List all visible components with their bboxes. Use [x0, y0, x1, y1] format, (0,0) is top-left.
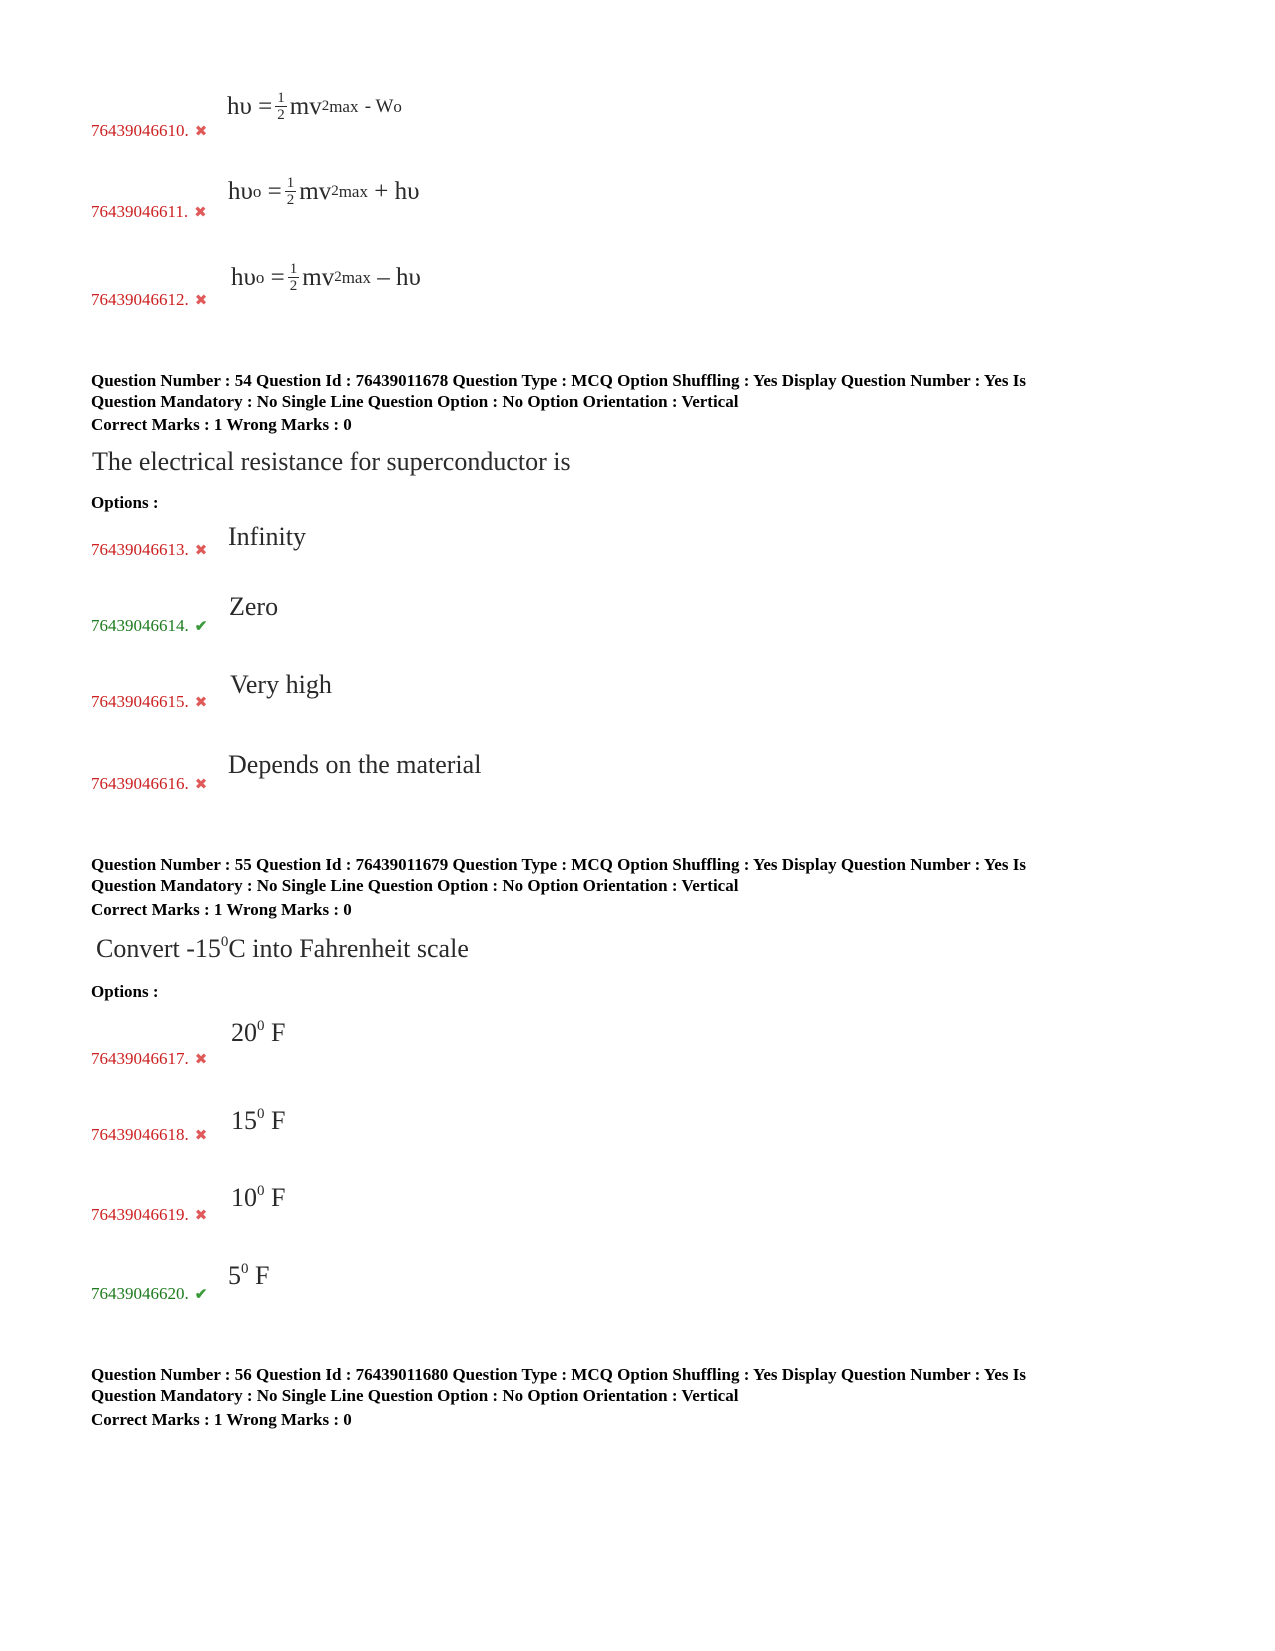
- wrong-icon: ✖: [194, 695, 208, 711]
- wrong-icon: ✖: [194, 1052, 208, 1068]
- check-icon: ✔: [194, 619, 208, 635]
- options-label: Options :: [91, 493, 159, 512]
- wrong-icon: ✖: [194, 543, 208, 559]
- option-equation: hυ o = $\frac{1}{2}$ mv 2 max + hυ: [228, 175, 420, 208]
- option-id: 76439046611. ✖: [91, 202, 207, 221]
- question-meta-line: Question Mandatory : No Single Line Question Option : No Option Orientation : Vertical: [91, 1386, 739, 1405]
- option-text: $5^0$ F: [228, 1261, 270, 1290]
- option-id: 76439046610. ✖: [91, 121, 208, 140]
- option-id: 76439046614. ✔: [91, 616, 208, 635]
- option-text: $10^0$ F: [231, 1183, 286, 1212]
- question-marks: Correct Marks : 1 Wrong Marks : 0: [91, 415, 352, 434]
- question-meta-line: Question Mandatory : No Single Line Question Option : No Option Orientation : Vertical: [91, 392, 739, 411]
- option-id: 76439046619. ✖: [91, 1205, 208, 1224]
- question-meta: [91, 370, 1131, 412]
- wrong-icon: ✖: [194, 1208, 208, 1224]
- option-equation: hυ = $\frac{1}{2}$ mv 2 max - W o: [227, 90, 402, 123]
- question-meta: [91, 1364, 1131, 1406]
- option-id: 76439046616. ✖: [91, 774, 208, 793]
- wrong-icon: ✖: [194, 293, 208, 309]
- question-marks: Correct Marks : 1 Wrong Marks : 0: [91, 1410, 352, 1429]
- option-id: 76439046617. ✖: [91, 1049, 208, 1068]
- option-id: 76439046612. ✖: [91, 290, 208, 309]
- option-text: Zero: [229, 592, 279, 621]
- option-text: Very high: [230, 670, 332, 699]
- option-text: Infinity: [228, 522, 306, 551]
- option-text: Depends on the material: [228, 750, 482, 779]
- option-id: 76439046613. ✖: [91, 540, 208, 559]
- question-meta: [91, 854, 1131, 896]
- option-equation: hυ o = $\frac{1}{2}$ mv 2 max – hυ: [231, 261, 421, 294]
- question-meta-line: Question Number : 55 Question Id : 76439011679 Question Type : MCQ Option Shuffling : Yes Display Question Number : Yes Is: [91, 855, 1026, 874]
- option-text: $20^0$ F: [231, 1018, 286, 1047]
- options-label: Options :: [91, 982, 159, 1001]
- check-icon: ✔: [194, 1287, 208, 1303]
- option-id: 76439046618. ✖: [91, 1125, 208, 1144]
- option-text: $15^0$ F: [231, 1106, 286, 1135]
- question-meta-line: Question Mandatory : No Single Line Question Option : No Option Orientation : Vertical: [91, 876, 739, 895]
- question-meta-line: Question Number : 56 Question Id : 76439011680 Question Type : MCQ Option Shuffling : Yes Display Question Number : Yes Is: [91, 1365, 1026, 1384]
- question-text: The electrical resistance for superconductor is: [92, 447, 571, 476]
- option-id: 76439046620. ✔: [91, 1284, 208, 1303]
- wrong-icon: ✖: [194, 777, 208, 793]
- question-marks: Correct Marks : 1 Wrong Marks : 0: [91, 900, 352, 919]
- wrong-icon: ✖: [194, 205, 207, 221]
- wrong-icon: ✖: [194, 124, 208, 140]
- question-text: Convert $-15^0C$ into Fahrenheit scale: [96, 934, 469, 963]
- option-id: 76439046615. ✖: [91, 692, 208, 711]
- wrong-icon: ✖: [194, 1128, 208, 1144]
- question-meta-line: Question Number : 54 Question Id : 76439011678 Question Type : MCQ Option Shuffling : Yes Display Question Number : Yes Is: [91, 371, 1026, 390]
